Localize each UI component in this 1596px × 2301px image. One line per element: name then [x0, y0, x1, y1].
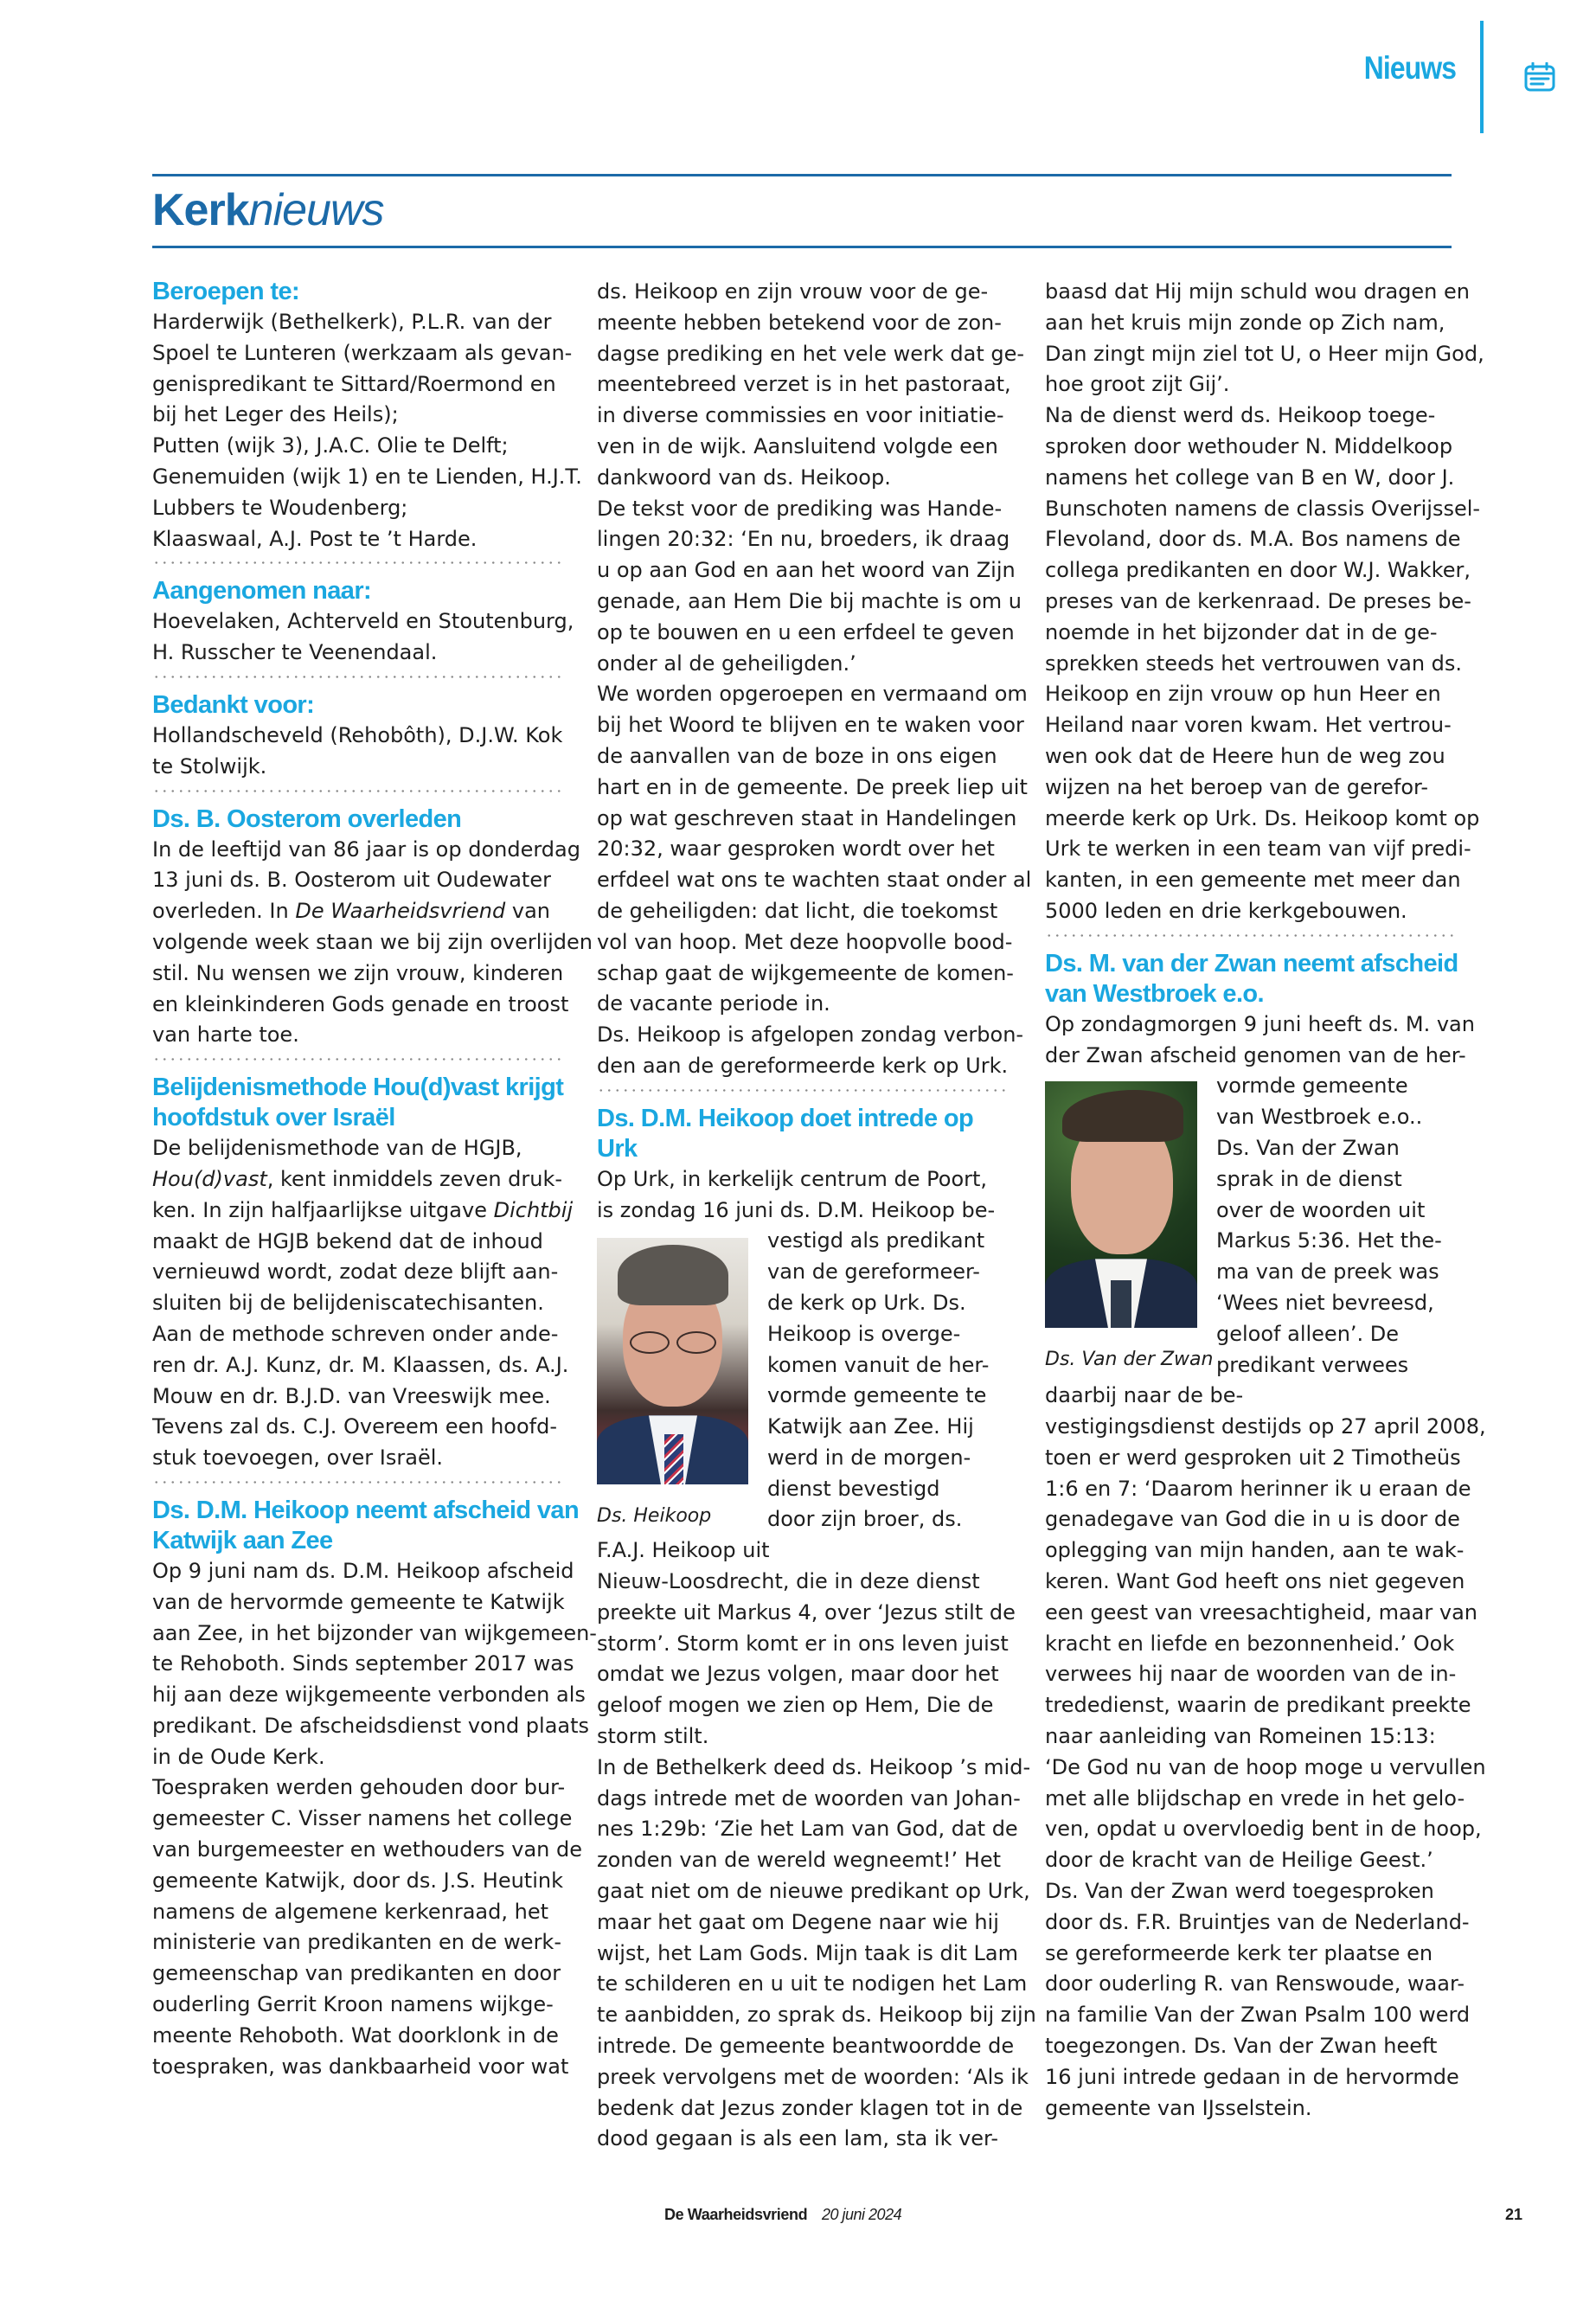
text-line: meente hebben betekend voor de zon- [597, 310, 1002, 335]
text-line: onder al de geheiligden.’ [597, 651, 856, 676]
dotted-divider [152, 1058, 563, 1061]
text-line: gemeente Katwijk, door ds. J.S. Heutink [152, 1868, 563, 1893]
text-line: stuk toevoegen, over Israël. [152, 1445, 443, 1471]
text-line: genispredikant te Sittard/Roermond en [152, 371, 556, 396]
text-line: in diverse commissies en voor initiatie- [597, 403, 1004, 428]
text-line: baasd dat Hij mijn schuld wou dragen en [1045, 279, 1470, 304]
article-heading: Beroepen te: [152, 278, 300, 305]
text-run: van [505, 899, 550, 924]
text-line: te aanbidden, zo sprak ds. Heikoop bij zijn [597, 2003, 1036, 2028]
text-line: Harderwijk (Bethelkerk), P.L.R. van der [152, 310, 552, 334]
text-line: vol van hoop. Met deze hoopvolle bood- [597, 929, 1013, 954]
article-heikoop-intrede [597, 1104, 1036, 2156]
dotted-divider [597, 1089, 1008, 1092]
text-line: door ds. F.R. Bruintjes van de Nederland- [1045, 1909, 1470, 1934]
text-line: predikant. De afscheidsdienst vond plaats [152, 1713, 590, 1738]
text-line: noemde in het bijzonder dat in de ge- [1045, 619, 1438, 644]
article-bedankt [152, 690, 563, 783]
page-number: 21 [1505, 2206, 1523, 2223]
text-line: Ds. Van der Zwan [1216, 1135, 1400, 1160]
text-line: sprekken steeds het vertrouwen van ds. [1045, 651, 1463, 676]
photo-caption: Ds. Heikoop [597, 1505, 712, 1528]
dotted-divider [152, 790, 563, 792]
text-line: gaat niet om de nieuwe predikant op Urk, [597, 1879, 1030, 1904]
text-line: de vacante periode in. [597, 991, 830, 1016]
text-line: vestigingsdienst destijds op 27 april 2008, [1045, 1414, 1486, 1439]
text-line: omdat we Jezus volgen, maar door het [597, 1662, 999, 1687]
text-line: zonden van de wereld wegneemt!’ Het [597, 1848, 1002, 1873]
publication-name: De Waarheidsvriend [295, 899, 506, 924]
text-line: aan Zee, in het bijzonder van wijkgemeen- [152, 1620, 597, 1645]
article-body [152, 1556, 597, 2083]
heading-line: Ds. D.M. Heikoop neemt afscheid van [152, 1496, 580, 1524]
text-line: Lubbers te Woudenberg; [152, 495, 408, 520]
text-line: vormde gemeente te [767, 1383, 987, 1408]
text-line: ven, opdat u overvloedig bent in de hoop, [1045, 1817, 1482, 1842]
text-line: na familie Van der Zwan Psalm 100 werd [1045, 2003, 1471, 2028]
text-line: genadegave van God die in u is door de [1045, 1507, 1460, 1532]
text-line: hart en in de gemeente. De preek liep uit [597, 774, 1028, 799]
text-line: wijst, het Lam Gods. Mijn taak is dit Lam [597, 1940, 1018, 1965]
text-line: Heikoop en zijn vrouw op hun Heer en [1045, 682, 1441, 707]
article-intro [597, 1164, 1008, 1227]
text-line: toen er werd gesproken uit 2 Timotheüs [1045, 1445, 1461, 1470]
article-heading: Ds. D.M. Heikoop doet intrede op Urk [597, 1104, 974, 1163]
article-oosterom [152, 804, 593, 1052]
dotted-divider [152, 1481, 563, 1484]
text-line: Toespraken werden gehouden door bur- [152, 1775, 566, 1800]
dotted-divider [1045, 934, 1456, 937]
text-line: Ds. Heikoop is afgelopen zondag verbon- [597, 1022, 1024, 1048]
column-2 [597, 277, 1036, 2155]
heading-line: Ds. M. van der Zwan neemt afscheid [1045, 949, 1458, 977]
text-line: Op zondagmorgen 9 juni heeft ds. M. van [1045, 1011, 1475, 1036]
text-line: ds. Heikoop en zijn vrouw voor de ge- [597, 279, 989, 304]
article-body [152, 606, 574, 669]
method-name: Hou(d)vast [152, 1166, 267, 1191]
text-line: ren dr. A.J. Kunz, dr. M. Klaassen, ds. A.J. [152, 1352, 569, 1377]
dotted-divider [152, 561, 563, 564]
text-line: ven in de wijk. Aansluitend volgde een [597, 433, 998, 458]
text-line: ministerie van predikanten en de werk- [152, 1930, 561, 1955]
article-intro [1045, 1009, 1475, 1072]
text-line: Urk te werken in een team van vijf predi- [1045, 836, 1471, 862]
text-line: u op aan God en aan het woord van Zijn [597, 558, 1016, 583]
text-line: wijzen na het beroep van de gerefor- [1045, 774, 1428, 799]
text-line: oplegging van mijn handen, aan te wak- [1045, 1538, 1465, 1563]
text-line: op te bouwen en u een erfdeel te geven [597, 619, 1015, 644]
text-line: namens het college van B en W, door J. [1045, 465, 1455, 490]
text-line: Putten (wijk 3), J.A.C. Olie te Delft; [152, 433, 509, 458]
page-title [152, 182, 384, 239]
title-rule-bottom [152, 246, 1452, 248]
text-line [152, 1195, 574, 1227]
text-line: Dan zingt mijn ziel tot U, o Heer mijn God, [1045, 341, 1484, 366]
text-line: gemeente van IJsselstein. [1045, 2095, 1312, 2120]
text-line: Flevoland, door ds. M.A. Bos namens de [1045, 527, 1461, 552]
text-line: een geest van vreesachtigheid, maar van [1045, 1599, 1477, 1625]
text-line: vormde gemeente [1216, 1074, 1408, 1099]
text-line: gemeenschap van predikanten en door [152, 1961, 561, 1986]
text-line: H. Russcher te Veenendaal. [152, 640, 438, 665]
text-line: Hollandscheveld (Rehobôth), D.J.W. Kok [152, 722, 563, 747]
text-line: storm stilt. [597, 1724, 709, 1749]
text-line: geloof mogen we zien op Hem, Die de [597, 1693, 994, 1718]
text-line: Aan de methode schreven onder ande- [152, 1321, 559, 1346]
text-line: toegezongen. Ds. Van der Zwan heeft [1045, 2034, 1438, 2059]
text-line: We worden opgeroepen en vermaand om [597, 682, 1028, 707]
text-line: te schilderen en u uit te nodigen het Lam [597, 1971, 1028, 1997]
article-body [152, 835, 593, 1052]
text-line: lingen 20:32: ‘En nu, broeders, ik draag [597, 527, 1010, 552]
text-line: van de gereformeer- [767, 1259, 980, 1285]
text-line: kanten, in een gemeente met meer dan [1045, 868, 1461, 893]
text-line: 13 juni ds. B. Oosterom uit Oudewater [152, 868, 551, 893]
page-title-italic: nieuws [248, 185, 384, 235]
text-line: Mouw en dr. B.J.D. van Vreeswijk mee. [152, 1383, 551, 1408]
figure-heikoop [597, 1238, 748, 1529]
text-line: Ds. Van der Zwan werd toegesproken [1045, 1879, 1434, 1904]
text-line: keren. Want God heeft ons niet gegeven [1045, 1569, 1465, 1594]
text-line: collega predikanten en door W.J. Wakker, [1045, 558, 1471, 583]
text-line: te Stolwijk. [152, 753, 267, 779]
text-line: Klaaswaal, A.J. Post te ’t Harde. [152, 526, 478, 551]
article-aangenomen [152, 576, 574, 669]
text-line: erfdeel wat ons te wachten staat onder al [597, 868, 1032, 893]
article-houdvast [152, 1073, 574, 1474]
text-line: volgende week staan we bij zijn overlijden [152, 929, 593, 954]
text-line: nes 1:29b: ‘Zie het Lam van God, dat de [597, 1817, 1018, 1842]
text-line: predikant verwees [1216, 1352, 1409, 1377]
text-line: geloof alleen’. De [1216, 1321, 1400, 1346]
text-line: Katwijk aan Zee. Hij [767, 1414, 974, 1439]
publication-name: De Waarheidsvriend [664, 2206, 808, 2223]
text-line: In de Bethelkerk deed ds. Heikoop ’s mid- [597, 1754, 1031, 1779]
text-line: schap gaat de wijkgemeente de komen- [597, 960, 1014, 985]
text-line: dankwoord van ds. Heikoop. [597, 465, 891, 490]
text-line: den aan de gereformeerde kerk op Urk. [597, 1053, 1009, 1078]
photo-caption: Ds. Van der Zwan [1045, 1349, 1214, 1371]
text-line: verwees hij naar de woorden van de in- [1045, 1662, 1457, 1687]
text-line: door zijn broer, ds. [767, 1507, 963, 1532]
text-line: namens de algemene kerkenraad, het [152, 1899, 549, 1924]
text-line: Tevens zal ds. C.J. Overeem een hoofd- [152, 1414, 558, 1439]
title-rule-top [152, 174, 1452, 176]
article-body [1045, 1412, 1486, 2124]
photo-hair [1062, 1090, 1183, 1142]
heading-line: hoofdstuk over Israël [152, 1104, 395, 1132]
text-line: 5000 leden en drie kerkgebouwen. [1045, 898, 1407, 923]
text-line [152, 896, 563, 927]
article-continuation [1045, 277, 1484, 927]
text-line: werd in de morgen- [767, 1445, 971, 1470]
text-line: preekte uit Markus 4, over ‘Jezus stilt de [597, 1599, 1016, 1625]
article-heading [1045, 949, 1456, 1009]
text-line: hij aan deze wijkgemeente verbonden als [152, 1682, 586, 1708]
article-body [152, 721, 563, 783]
text-line: de kerk op Urk. Ds. [767, 1290, 966, 1315]
heading-line: Belijdenismethode Hou(d)vast krijgt [152, 1074, 564, 1102]
heading-line: Katwijk aan Zee [152, 1526, 333, 1554]
text-line: dood gegaan is als een lam, sta ik ver- [597, 2126, 999, 2151]
text-line: stil. Nu wensen we zijn vrouw, kinderen [152, 960, 564, 985]
text-line: In de leeftijd van 86 jaar is op donderdag [152, 836, 580, 862]
text-line: de aanvallen van de boze in ons eigen [597, 743, 997, 768]
text-line: 16 juni intrede gedaan in de hervormde [1045, 2064, 1459, 2089]
text-line: Heiland naar voren kwam. Het vertrou- [1045, 713, 1452, 738]
text-line: maakt de HGJB bekend dat de inhoud [152, 1228, 543, 1253]
text-line: ouderling Gerrit Kroon namens wijkge- [152, 1992, 554, 2017]
article-continuation [597, 277, 1032, 1082]
photo-hair [618, 1245, 728, 1305]
issue-date: 20 juni 2024 [822, 2206, 902, 2223]
photo-tie [664, 1434, 683, 1484]
header-divider [1480, 21, 1484, 133]
text-line: ‘De God nu van de hoop moge u vervullen [1045, 1754, 1486, 1779]
text-line: door de kracht van de Heilige Geest.’ [1045, 1848, 1433, 1873]
text-line: dagse prediking en het vele werk dat ge- [597, 341, 1025, 366]
text-line: bij het Woord te blijven en te waken voor [597, 713, 1024, 738]
text-line: over de woorden uit [1216, 1197, 1426, 1222]
text-line: van burgemeester en wethouders van de [152, 1837, 582, 1862]
text-line: Op Urk, in kerkelijk centrum de Poort, [597, 1166, 988, 1191]
text-line: vernieuwd wordt, zodat deze blijft aan- [152, 1259, 559, 1285]
text-line: intrede. De gemeente beantwoordde de [597, 2034, 1015, 2059]
article-beroepen [152, 277, 582, 554]
photo-vanderzwan [1045, 1081, 1197, 1328]
text-run: overleden. In [152, 899, 296, 924]
article-vanderzwan [1045, 949, 1486, 2125]
text-line: daarbij naar de be- [1045, 1383, 1244, 1408]
text-line: storm’. Storm komt er in ons leven juist [597, 1631, 1009, 1656]
text-line: 20:32, waar gesproken wordt over het [597, 836, 995, 862]
text-line: preek vervolgens met de woorden: ‘Als ik [597, 2064, 1029, 2089]
article-body [597, 1567, 1036, 2155]
text-line: sproken door wethouder N. Middelkoop [1045, 433, 1453, 458]
text-line: hoe groot zijt Gij’. [1045, 372, 1230, 397]
text-line: se gereformeerde kerk ter plaatse en [1045, 1940, 1433, 1965]
text-run: , kent inmiddels zeven druk- [266, 1166, 563, 1191]
text-line: Na de dienst werd ds. Heikoop toege- [1045, 403, 1436, 428]
section-label: Nieuws [1363, 50, 1457, 86]
text-line: ma van de preek was [1216, 1259, 1439, 1285]
article-body [152, 307, 582, 554]
article-heading: Aangenomen naar: [152, 577, 372, 606]
text-line: Nieuw-Loosdrecht, die in deze dienst [597, 1569, 980, 1594]
text-line: dags intrede met de woorden van Johan- [597, 1785, 1021, 1811]
text-line: op wat geschreven staat in Handelingen [597, 805, 1017, 830]
text-line: wen ook dat de Heere hun de weg zou [1045, 743, 1445, 768]
text-line: Markus 5:36. Het the- [1216, 1228, 1442, 1253]
text-line: ‘Wees niet bevreesd, [1216, 1290, 1434, 1315]
text-line: naar aanleiding van Romeinen 15:13: [1045, 1724, 1436, 1749]
text-line: en kleinkinderen Gods genade en troost [152, 991, 569, 1016]
text-line: genade, aan Hem Die bij machte is om u [597, 588, 1022, 613]
text-line: kracht en liefde en bezonnenheid.’ Ook [1045, 1631, 1455, 1656]
text-line: te Rehoboth. Sinds september 2017 was [152, 1651, 574, 1676]
text-line: De belijdenismethode van de HGJB, [152, 1136, 522, 1161]
text-line: meente Rehoboth. Wat doorklonk in de [152, 2022, 559, 2048]
text-line: van Westbroek e.o.. [1216, 1105, 1423, 1130]
text-line: van de hervormde gemeente te Katwijk [152, 1589, 565, 1614]
text-line: dienst bevestigd [767, 1476, 940, 1501]
article-heading [152, 1073, 563, 1133]
article-body [152, 1133, 574, 1474]
column-1 [152, 277, 597, 2082]
text-line: Heikoop is overge- [767, 1321, 961, 1346]
text-line: vestigd als predikant [767, 1228, 985, 1253]
text-line: met alle blijdschap en vrede in het gelo- [1045, 1785, 1465, 1811]
text-line: van harte toe. [152, 1022, 299, 1048]
article-heikoop-afscheid [152, 1496, 597, 2083]
text-line: gemeester C. Visser namens het college [152, 1806, 573, 1831]
text-line: 1:6 en 7: ‘Daarom herinner ik u eraan de [1045, 1476, 1471, 1501]
text-line: de geheiligden: dat licht, die toekomst [597, 898, 998, 923]
text-line: bij het Leger des Heils); [152, 402, 399, 427]
photo-glasses [625, 1331, 720, 1352]
publication-name: Dichtbij [493, 1197, 574, 1222]
text-run: ken. In zijn halfjaarlijkse uitgave [152, 1197, 494, 1222]
figure-vanderzwan [1045, 1081, 1214, 1373]
text-line: door ouderling R. van Renswoude, waar- [1045, 1971, 1465, 1997]
text-line: sprak in de dienst [1216, 1166, 1402, 1191]
photo-tie [1111, 1280, 1131, 1328]
text-line: De tekst voor de prediking was Hande- [597, 496, 1003, 521]
dotted-divider [152, 676, 563, 678]
text-line: Hoevelaken, Achterveld en Stoutenburg, [152, 609, 574, 634]
text-line: in de Oude Kerk. [152, 1744, 325, 1769]
text-line: toespraken, was dankbaarheid voor wat [152, 2054, 569, 2079]
text-line: F.A.J. Heikoop uit [597, 1538, 770, 1563]
text-line: Spoel te Lunteren (werkzaam als gevan- [152, 340, 573, 365]
heading-line: van Westbroek e.o. [1045, 979, 1264, 1008]
text-line: Genemuiden (wijk 1) en te Lienden, H.J.T. [152, 464, 582, 489]
text-line: preses van de kerkenraad. De preses be- [1045, 588, 1471, 613]
text-line: meerde kerk op Urk. Ds. Heikoop komt op [1045, 805, 1480, 830]
text-line: bedenk dat Jezus zonder klagen tot in de [597, 2095, 1023, 2120]
article-heading: Bedankt voor: [152, 690, 315, 719]
text-line: sluiten bij de belijdeniscatechisanten. [152, 1291, 544, 1316]
text-line: meentebreed verzet is in het pastoraat, [597, 372, 1011, 397]
text-line [152, 1164, 563, 1195]
text-line: trededienst, waarin de predikant preekte [1045, 1693, 1471, 1718]
text-line: is zondag 16 juni ds. D.M. Heikoop be- [597, 1197, 996, 1222]
text-line: der Zwan afscheid genomen van de her- [1045, 1042, 1466, 1067]
calendar-icon [1524, 62, 1555, 92]
text-line: Op 9 juni nam ds. D.M. Heikoop afscheid [152, 1558, 574, 1583]
text-line: Bunschoten namens de classis Overijssel- [1045, 496, 1481, 521]
text-line: komen vanuit de her- [767, 1352, 990, 1377]
column-3 [1045, 277, 1486, 2124]
article-heading [152, 1496, 580, 1556]
text-line: aan het kruis mijn zonde op Zich nam, [1045, 310, 1445, 335]
photo-heikoop [597, 1238, 748, 1484]
text-line: maar het gaat om Degene naar wie hij [597, 1909, 999, 1934]
article-heading: Ds. B. Oosterom overleden [152, 804, 462, 833]
page-title-bold: Kerk [152, 185, 249, 235]
